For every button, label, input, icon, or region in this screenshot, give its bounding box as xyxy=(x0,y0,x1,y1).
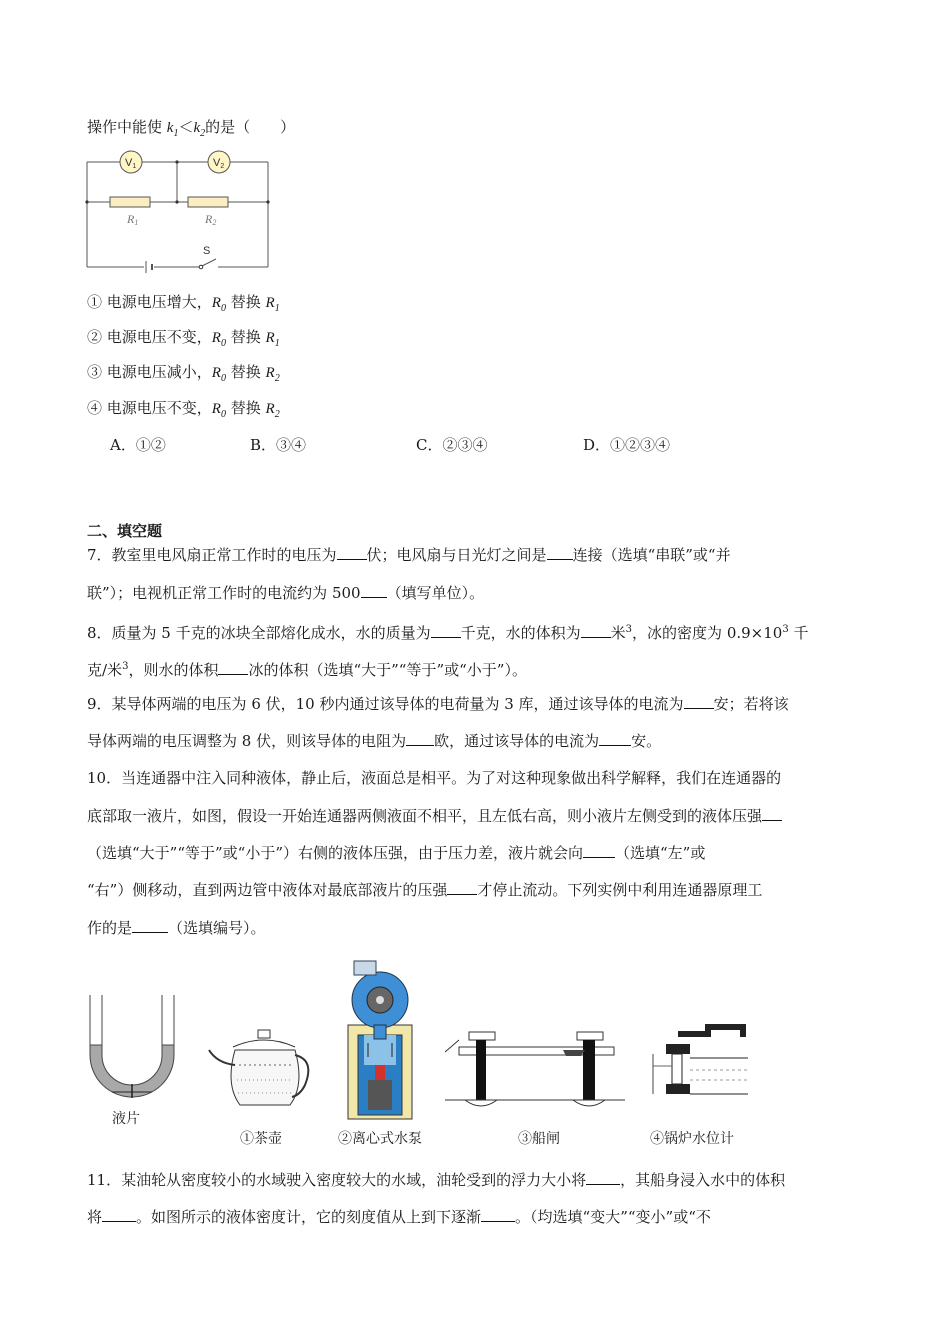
u-tube-caption: 液片 xyxy=(112,1111,140,1127)
q10-line2: 底部取一液片，如图，假设一开始连通器两侧液面不相平，且左低右高，则小液片左侧受到的液体压强 xyxy=(87,806,782,826)
pump-figure xyxy=(340,955,420,1125)
svg-text:R2: R2 xyxy=(205,212,217,227)
q10-line5: 作的是 （选填编号）。 xyxy=(87,919,266,937)
boiler-gauge-caption: ④锅炉水位计 xyxy=(650,1131,734,1147)
boiler-gauge-figure xyxy=(648,1022,748,1117)
ship-lock-figure xyxy=(445,1022,625,1112)
blank[interactable] xyxy=(586,1170,620,1185)
u-tube-figure xyxy=(82,990,182,1105)
option-d[interactable]: D．①②③④ xyxy=(583,436,671,454)
pump-caption: ②离心式水泵 xyxy=(338,1131,422,1147)
blank[interactable] xyxy=(218,660,248,675)
resistor-r2-icon xyxy=(188,197,228,207)
blank[interactable] xyxy=(684,694,714,709)
blank[interactable] xyxy=(102,1207,136,1222)
choice-4: ④ 电源电压不变，$R_0$ 替换 $R_2$ xyxy=(87,399,280,420)
blank[interactable] xyxy=(762,806,782,821)
blank[interactable] xyxy=(337,545,367,560)
svg-text:V2: V2 xyxy=(213,157,225,170)
choice-3: ③ 电源电压减小，$R_0$ 替换 $R_2$ xyxy=(87,363,280,384)
choice-2: ② 电源电压不变，$R_0$ 替换 $R_1$ xyxy=(87,328,280,349)
blank[interactable] xyxy=(431,623,461,638)
question-intro: 操作中能使 $k_1<k_2$的是（ ） xyxy=(87,118,296,139)
section-title: 二、填空题 xyxy=(87,522,163,540)
q10-line4: “右”）侧移动，直到两边管中液体对最底部液片的压强 才停止流动。下列实例中利用连通器原理工 xyxy=(87,881,763,899)
option-c[interactable]: C．②③④ xyxy=(416,436,488,454)
ship-lock-caption: ③船闸 xyxy=(518,1131,560,1147)
q10-line1: 10．当连通器中注入同种液体，静止后，液面总是相平。为了对这种现象做出科学解释，我们在连通器的 xyxy=(87,769,782,787)
q7-line1: 7．教室里电风扇正常工作时的电压为 伏；电风扇与日光灯之间是 连接（选填“串联”或“并 xyxy=(87,546,731,564)
blank[interactable] xyxy=(406,731,434,746)
q8-line2: 克/米$^3$，则水的体积 冰的体积（选填“大于”“等于”或“小于”）。 xyxy=(87,661,527,679)
svg-text:S: S xyxy=(203,245,211,257)
teapot-figure xyxy=(205,1025,320,1120)
blank[interactable] xyxy=(583,843,615,858)
svg-text:R1: R1 xyxy=(127,212,139,227)
q7-line2: 联”）；电视机正常工作时的电流约为 500 （填写单位）。 xyxy=(87,584,485,602)
blank[interactable] xyxy=(132,918,168,933)
q10-line3: （选填“大于”“等于”或“小于”）右侧的液体压强，由于压力差，液片就会向 （选填“左”或 xyxy=(87,844,706,862)
option-b[interactable]: B．③④ xyxy=(250,436,307,454)
blank[interactable] xyxy=(547,545,573,560)
svg-text:V1: V1 xyxy=(125,157,137,170)
blank[interactable] xyxy=(361,583,387,598)
blank[interactable] xyxy=(599,731,631,746)
resistor-r1-icon xyxy=(110,197,150,207)
blank[interactable] xyxy=(481,1207,515,1222)
q9-line1: 9．某导体两端的电压为 6 伏，10 秒内通过该导体的电荷量为 3 库，通过该导体的电流为 安；若将该 xyxy=(87,695,789,713)
circuit-diagram xyxy=(80,145,280,275)
q11-line1: 11．某油轮从密度较小的水域驶入密度较大的水域，油轮受到的浮力大小将 ，其船身浸入水中的体积 xyxy=(87,1171,786,1189)
blank[interactable] xyxy=(447,880,477,895)
blank[interactable] xyxy=(581,623,611,638)
choice-1: ① 电源电压增大，$R_0$ 替换 $R_1$ xyxy=(87,293,280,314)
option-a[interactable]: A．①② xyxy=(110,436,166,454)
q9-line2: 导体两端的电压调整为 8 伏，则该导体的电阻为 欧，通过该导体的电流为 安。 xyxy=(87,732,662,750)
teapot-caption: ①茶壶 xyxy=(240,1131,282,1147)
q8-line1: 8．质量为 5 千克的冰块全部熔化成水，水的质量为 千克，水的体积为 米$^3$，冰的密度为 $0.9\times 10^3$ 千 xyxy=(87,624,809,642)
q11-line2: 将 。如图所示的液体密度计，它的刻度值从上到下逐渐 。（均选填“变大”“变小”或“不 xyxy=(87,1208,711,1226)
